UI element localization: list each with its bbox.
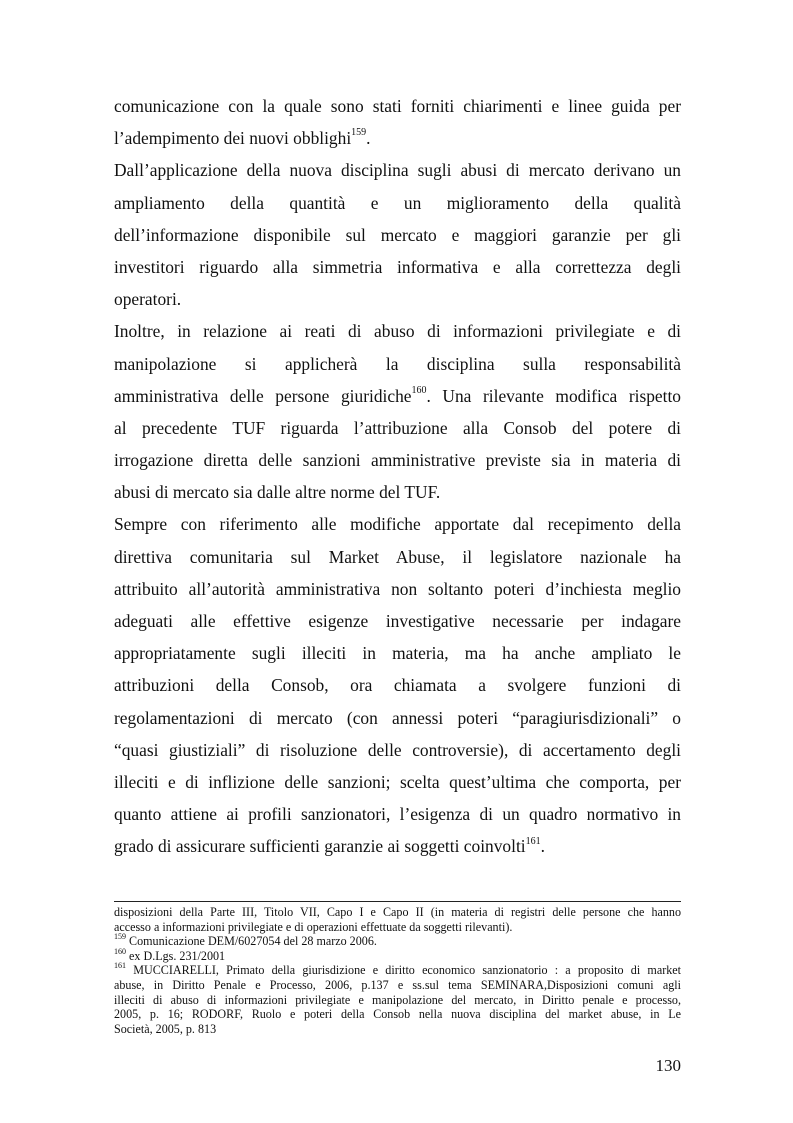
- footnote-ref[interactable]: 161: [525, 835, 541, 847]
- text-line: dell’informazione disponibile sul mercato e maggiori garanzie per gli: [114, 224, 681, 245]
- text-line: regolamentazioni di mercato (con annessi poteri “paragiurisdizionali” o: [114, 707, 681, 728]
- text-line: manipolazione si applicherà la disciplina sulla responsabilità: [114, 353, 681, 374]
- page-number: 130: [655, 1056, 681, 1075]
- footnote-ref[interactable]: 160: [411, 384, 427, 396]
- text-line: appropriatamente sugli illeciti in materia, ma ha anche ampliato le: [114, 643, 681, 664]
- text-line: comunicazione con la quale sono stati forniti chiarimenti e linee guida per: [114, 96, 681, 116]
- footnote-line: disposizioni della Parte III, Titolo VII, Capo I e Capo II (in materia di registri delle persone che hanno: [114, 905, 681, 919]
- footnote-ref[interactable]: 159: [351, 127, 367, 139]
- text-line: Dall’applicazione della nuova disciplina sugli abusi di mercato derivano un: [114, 160, 681, 181]
- text-line: abusi di mercato sia dalle altre norme del TUF.: [114, 482, 441, 503]
- text-line: adeguati alle effettive esigenze investigative necessarie per indagare: [114, 611, 681, 631]
- footnote-161: $^{161}$ MUCCIARELLI, Primato della giurisdizione e diritto economico sanzionatorio : a proposito di market: [114, 961, 681, 978]
- body-text: [114, 90, 681, 863]
- footnote-160: $^{160}$ ex D.Lgs. 231/2001: [114, 946, 226, 963]
- text-line: grado di assicurare sufficienti garanzie ai soggetti coinvolti$^{161}$.: [114, 835, 545, 857]
- footnote-line: Società, 2005, p. 813: [114, 1021, 217, 1036]
- text-line: amministrativa delle persone giuridiche$^{160}$. Una rilevante modifica rispetto: [114, 384, 681, 406]
- footnote-line: accesso a informazioni privilegiate e di operazioni effettuate da soggetti rilevanti).: [114, 919, 513, 934]
- footnote-line: 2005, p. 16; RODORF, Ruolo e poteri della Consob nella nuova disciplina del market abuse, in Le: [114, 1007, 681, 1022]
- text-line: quanto attiene ai profili sanzionatori, l’esigenza di un quadro normativo in: [114, 804, 681, 825]
- text-line: ampliamento della quantità e un miglioramento della qualità: [114, 192, 681, 213]
- footnote-marker: 161: [114, 961, 126, 971]
- text-line: irrogazione diretta delle sanzioni amministrative previste sia in materia di: [114, 450, 681, 471]
- footnote-divider: [114, 901, 681, 902]
- text-line: Sempre con riferimento alle modifiche apportate dal recepimento della: [114, 514, 681, 535]
- footnote-marker: 159: [114, 932, 126, 942]
- text-line: al precedente TUF riguarda l’attribuzione alla Consob del potere di: [114, 417, 681, 438]
- footnote-159: $^{159}$ Comunicazione DEM/6027054 del 28 marzo 2006.: [114, 932, 377, 949]
- text-line: direttiva comunitaria sul Market Abuse, il legislatore nazionale ha: [114, 546, 681, 567]
- text-line: attribuzioni della Consob, ora chiamata a svolgere funzioni di: [114, 675, 681, 696]
- text-line: investitori riguardo alla simmetria informativa e alla correttezza degli: [114, 256, 681, 277]
- footnotes: [114, 905, 681, 1036]
- text-line: illeciti e di inflizione delle sanzioni; scelta quest’ultima che comporta, per: [114, 771, 681, 792]
- footnote-line: abuse, in Diritto Penale e Processo, 2006, p.137 e ss.sul tema SEMINARA,Disposizioni comuni agli: [114, 977, 681, 992]
- text-line: Inoltre, in relazione ai reati di abuso di informazioni privilegiate e di: [114, 321, 681, 342]
- footnote-marker: 160: [114, 946, 126, 956]
- text-line: “quasi giustiziali” di risoluzione delle controversie), di accertamento degli: [114, 739, 681, 760]
- text-line: operatori.: [114, 289, 182, 310]
- text-line: l’adempimento dei nuovi obblighi$^{159}$.: [114, 127, 371, 149]
- footnote-line: illeciti di abuso di informazioni privilegiate e manipolazione del mercato, in Diritto penale e processo,: [114, 992, 681, 1007]
- text-line: attribuito all’autorità amministrativa non soltanto poteri d’inchiesta meglio: [114, 578, 681, 599]
